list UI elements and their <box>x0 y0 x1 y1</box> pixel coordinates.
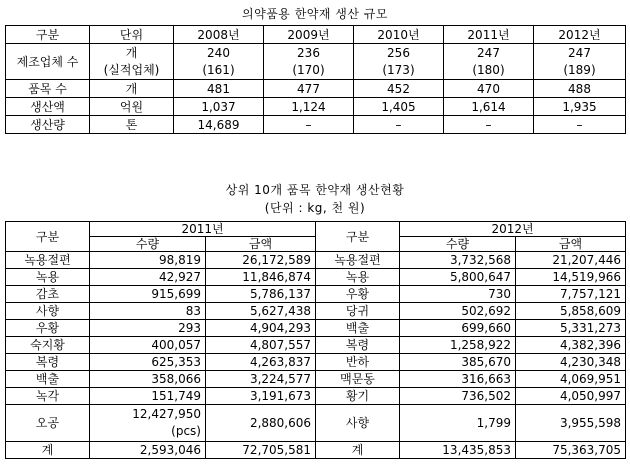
qty-cell: 502,692 <box>400 303 516 320</box>
amount-cell: 5,786,137 <box>206 286 316 303</box>
amount-header: 금액 <box>516 237 626 252</box>
table-row <box>6 116 626 134</box>
value-cell: – <box>264 116 354 134</box>
table-row <box>6 371 626 388</box>
unit-cell: 억원 <box>90 98 174 116</box>
table-row <box>6 98 626 116</box>
item-name: 맥문동 <box>316 371 400 388</box>
amount-cell: 4,382,396 <box>516 337 626 354</box>
table-row <box>6 405 626 442</box>
qty-cell: 3,732,568 <box>400 252 516 269</box>
amount-cell: 75,363,705 <box>516 442 626 459</box>
item-name: 감초 <box>6 286 90 303</box>
amount-cell: 3,224,577 <box>206 371 316 388</box>
qty-cell: 699,660 <box>400 320 516 337</box>
amount-cell: 11,846,874 <box>206 269 316 286</box>
year-header-2012: 2012년 <box>400 222 626 237</box>
amount-cell: 4,904,293 <box>206 320 316 337</box>
item-name: 반하 <box>316 354 400 371</box>
qty-cell: 736,502 <box>400 388 516 405</box>
item-name: 녹용 <box>316 269 400 286</box>
item-name: 복령 <box>6 354 90 371</box>
item-name: 복령 <box>316 337 400 354</box>
qty-cell: 316,663 <box>400 371 516 388</box>
year-header-2011: 2011년 <box>90 222 316 237</box>
table-header-row <box>6 222 626 237</box>
qty-cell: 151,749 <box>90 388 206 405</box>
category-header: 구분 <box>316 222 400 252</box>
row-label: 제조업체 수 <box>6 44 90 80</box>
value-cell: 14,689 <box>174 116 264 134</box>
value-cell: 1,614 <box>444 98 534 116</box>
qty-cell: 83 <box>90 303 206 320</box>
table-row <box>6 320 626 337</box>
row-label: 생산량 <box>6 116 90 134</box>
value-cell: 1,935 <box>534 98 626 116</box>
value-cell: 477 <box>264 80 354 98</box>
qty-cell: 730 <box>400 286 516 303</box>
table-row <box>6 80 626 98</box>
value: 236 <box>297 45 320 60</box>
item-name: 녹용절편 <box>316 252 400 269</box>
item-name: 당귀 <box>316 303 400 320</box>
item-name: 백출 <box>316 320 400 337</box>
unit-cell: 톤 <box>90 116 174 134</box>
qty-cell: 5,800,647 <box>400 269 516 286</box>
value-cell: 481 <box>174 80 264 98</box>
amount-cell: 26,172,589 <box>206 252 316 269</box>
value-cell <box>534 44 626 80</box>
amount-header: 금액 <box>206 237 316 252</box>
value-sub: (189) <box>563 62 596 77</box>
table1-title: 의약품용 한약재 생산 규모 <box>242 7 388 21</box>
production-scale-table <box>5 25 626 134</box>
amount-cell: 3,191,673 <box>206 388 316 405</box>
amount-cell: 4,230,348 <box>516 354 626 371</box>
amount-cell: 14,519,966 <box>516 269 626 286</box>
amount-cell: 4,263,837 <box>206 354 316 371</box>
qty-cell: 98,819 <box>90 252 206 269</box>
amount-cell: 4,807,557 <box>206 337 316 354</box>
value-sub: (173) <box>382 62 415 77</box>
qty-cell: 42,927 <box>90 269 206 286</box>
header-cell: 2010년 <box>354 26 444 44</box>
qty-cell: 13,435,853 <box>400 442 516 459</box>
item-name: 사향 <box>316 405 400 442</box>
item-name: 녹각 <box>6 388 90 405</box>
top10-production-table <box>5 221 626 459</box>
item-name: 우황 <box>6 320 90 337</box>
table-header-row <box>6 26 626 44</box>
amount-cell: 3,955,598 <box>516 405 626 442</box>
amount-cell: 7,757,121 <box>516 286 626 303</box>
amount-cell: 5,331,273 <box>516 320 626 337</box>
total-label: 계 <box>316 442 400 459</box>
value-cell: 1,037 <box>174 98 264 116</box>
value: 247 <box>477 45 500 60</box>
table-row <box>6 286 626 303</box>
table-row <box>6 354 626 371</box>
value-cell: 452 <box>354 80 444 98</box>
qty-cell: 1,258,922 <box>400 337 516 354</box>
table-row <box>6 252 626 269</box>
item-name: 숙지황 <box>6 337 90 354</box>
table2-unit-note: (단위 : kg, 천 원) <box>264 201 366 215</box>
value: 247 <box>568 45 591 60</box>
unit-text: 개 <box>125 45 138 60</box>
qty-cell <box>90 405 206 442</box>
total-row <box>6 442 626 459</box>
item-name: 녹용 <box>6 269 90 286</box>
row-label: 품목 수 <box>6 80 90 98</box>
value-cell <box>354 44 444 80</box>
row-label: 생산액 <box>6 98 90 116</box>
qty-unit: (pcs) <box>171 424 201 438</box>
qty-cell: 625,353 <box>90 354 206 371</box>
item-name: 오공 <box>6 405 90 442</box>
value-cell: – <box>444 116 534 134</box>
value-sub: (170) <box>292 62 325 77</box>
value-cell: 470 <box>444 80 534 98</box>
header-cell: 2012년 <box>534 26 626 44</box>
table-row <box>6 44 626 80</box>
qty-value: 12,427,950 <box>132 407 201 421</box>
value-cell <box>264 44 354 80</box>
amount-cell: 21,207,446 <box>516 252 626 269</box>
qty-cell: 400,057 <box>90 337 206 354</box>
value-cell: – <box>534 116 626 134</box>
amount-cell: 4,050,997 <box>516 388 626 405</box>
qty-cell: 915,699 <box>90 286 206 303</box>
item-name: 우황 <box>316 286 400 303</box>
table-row <box>6 303 626 320</box>
header-cell: 2009년 <box>264 26 354 44</box>
amount-cell: 5,858,609 <box>516 303 626 320</box>
value: 240 <box>207 45 230 60</box>
value-sub: (161) <box>202 62 235 77</box>
table-row <box>6 388 626 405</box>
header-cell: 2011년 <box>444 26 534 44</box>
value-cell <box>444 44 534 80</box>
value-cell: 1,124 <box>264 98 354 116</box>
unit-note: (실적업체) <box>103 62 160 77</box>
unit-cell: 개 <box>90 80 174 98</box>
value-cell: 488 <box>534 80 626 98</box>
header-cell: 구분 <box>6 26 90 44</box>
value: 256 <box>387 45 410 60</box>
qty-cell: 358,066 <box>90 371 206 388</box>
qty-cell: 385,670 <box>400 354 516 371</box>
value-cell: 1,405 <box>354 98 444 116</box>
header-cell: 2008년 <box>174 26 264 44</box>
qty-header: 수량 <box>90 237 206 252</box>
amount-cell: 5,627,438 <box>206 303 316 320</box>
table-row <box>6 337 626 354</box>
category-header: 구분 <box>6 222 90 252</box>
item-name: 녹용절편 <box>6 252 90 269</box>
amount-cell: 4,069,951 <box>516 371 626 388</box>
item-name: 사향 <box>6 303 90 320</box>
total-label: 계 <box>6 442 90 459</box>
item-name: 백출 <box>6 371 90 388</box>
item-name: 황기 <box>316 388 400 405</box>
value-sub: (180) <box>472 62 505 77</box>
amount-cell: 72,705,581 <box>206 442 316 459</box>
qty-cell: 1,799 <box>400 405 516 442</box>
table2-title: 상위 10개 품목 한약재 생산현황 <box>225 183 405 197</box>
amount-cell: 2,880,606 <box>206 405 316 442</box>
qty-cell: 2,593,046 <box>90 442 206 459</box>
value-cell <box>174 44 264 80</box>
unit-cell <box>90 44 174 80</box>
qty-cell: 293 <box>90 320 206 337</box>
value-cell: – <box>354 116 444 134</box>
table-row <box>6 269 626 286</box>
header-cell: 단위 <box>90 26 174 44</box>
qty-header: 수량 <box>400 237 516 252</box>
